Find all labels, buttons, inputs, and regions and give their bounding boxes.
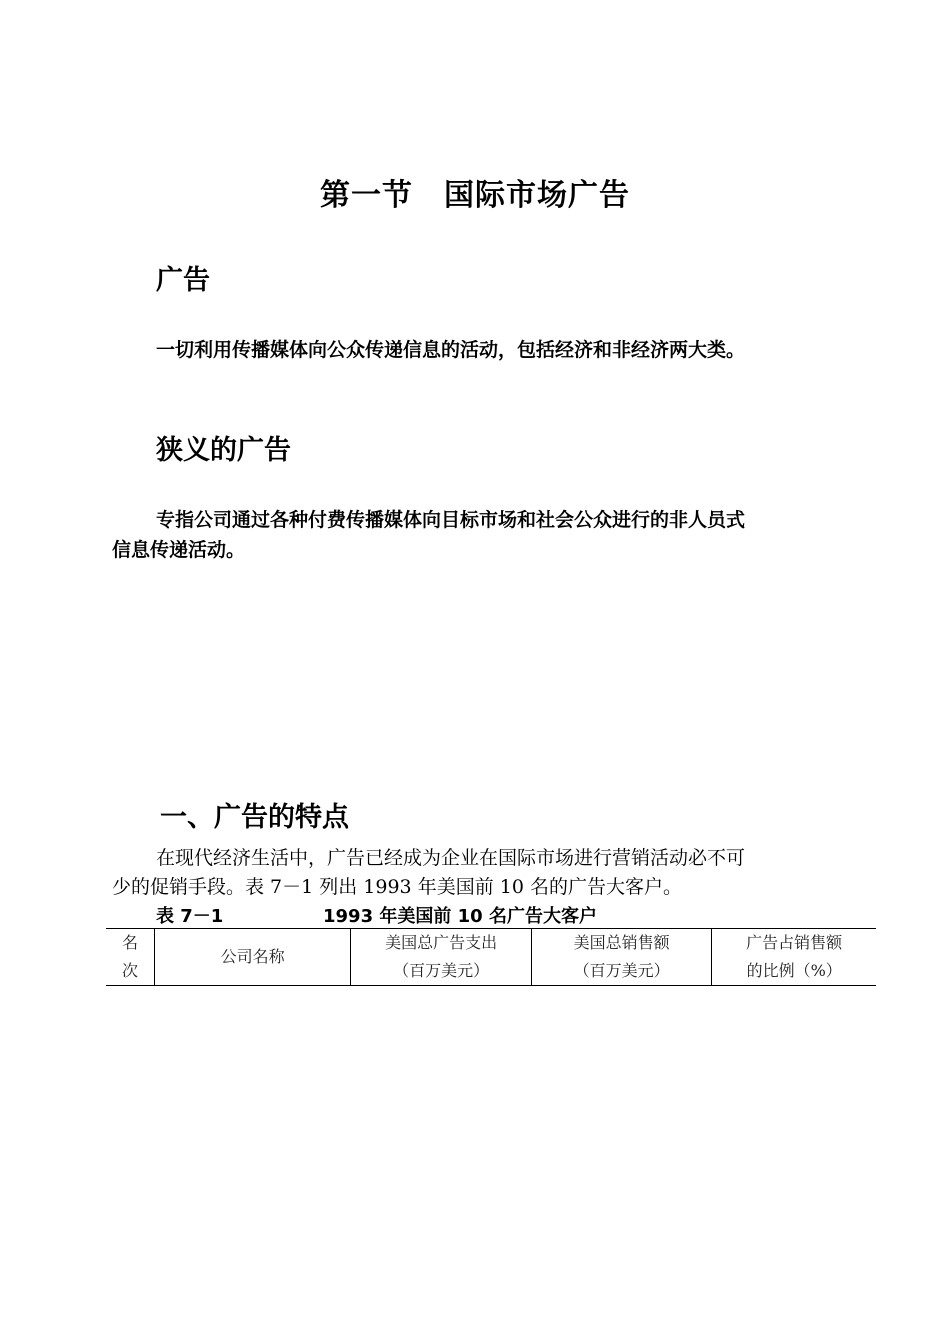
section-title: 第一节 国际市场广告 xyxy=(320,178,630,213)
header-ad-ratio-line2: 的比例（%） xyxy=(746,961,842,980)
header-rank xyxy=(106,929,154,986)
heading-advertising: 广告 xyxy=(156,265,210,296)
header-total-sales-line2: （百万美元） xyxy=(573,961,670,980)
table-caption-number: 表 7－1 xyxy=(156,906,224,927)
header-ad-spend-line2: （百万美元） xyxy=(393,961,490,980)
header-rank-line2: 次 xyxy=(121,961,138,980)
table-caption-title: 1993 年美国前 10 名广告大客户 xyxy=(323,906,597,927)
body-paragraph-line1: 在现代经济生活中，广告已经成为企业在国际市场进行营销活动必不可 xyxy=(156,847,746,869)
header-ad-ratio xyxy=(712,929,876,986)
header-total-sales-line1: 美国总销售额 xyxy=(573,933,670,952)
header-ad-spend-line1: 美国总广告支出 xyxy=(385,933,498,952)
header-rank-line1: 名 xyxy=(121,933,138,952)
definition-advertising: 一切利用传播媒体向公众传递信息的活动，包括经济和非经济两大类。 xyxy=(156,339,746,361)
definition-narrow-advertising-line2: 信息传递活动。 xyxy=(112,539,246,561)
body-paragraph-line2: 少的促销手段。表 7－1 列出 1993 年美国前 10 名的广告大客户。 xyxy=(112,876,682,898)
header-ad-spend xyxy=(351,929,532,986)
heading-narrow-advertising: 狭义的广告 xyxy=(156,435,291,466)
header-ad-ratio-line1: 广告占销售额 xyxy=(746,933,843,952)
header-total-sales xyxy=(531,929,712,986)
top-advertisers-table xyxy=(106,928,876,986)
table-header-row xyxy=(106,929,876,986)
heading-advertising-features: 一、广告的特点 xyxy=(160,802,349,833)
header-company-name xyxy=(154,929,350,986)
definition-narrow-advertising-line1: 专指公司通过各种付费传播媒体向目标市场和社会公众进行的非人员式 xyxy=(156,509,746,531)
header-company-name-label: 公司名称 xyxy=(220,947,285,966)
